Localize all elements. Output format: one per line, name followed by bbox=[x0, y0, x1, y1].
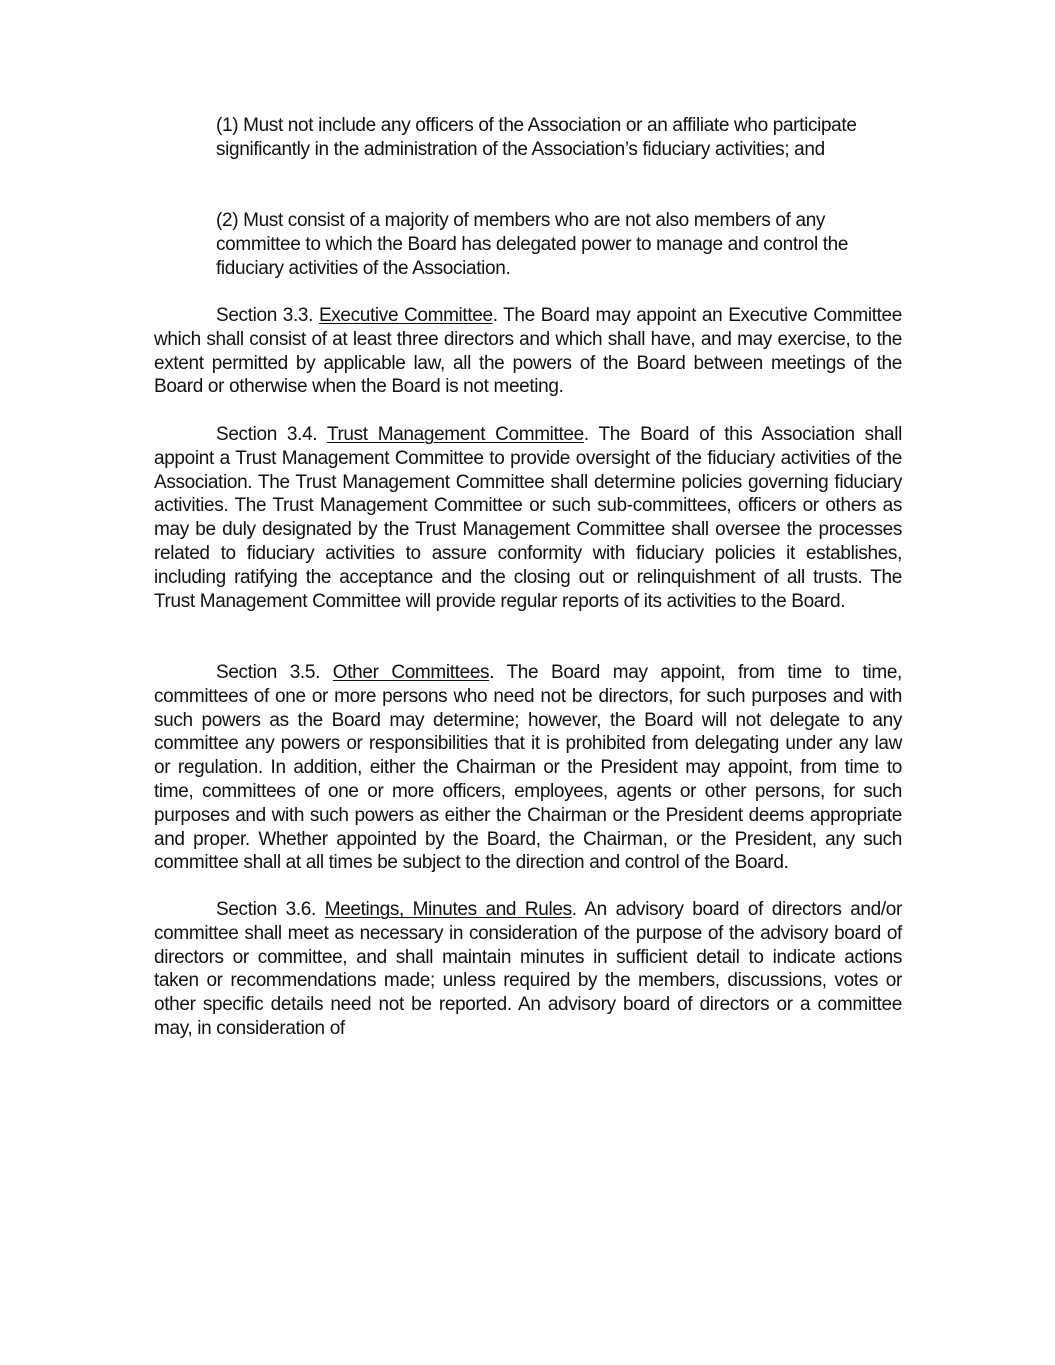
section-heading: Executive Committee bbox=[318, 305, 493, 326]
section-body: . The Board may appoint an Executive Committee which shall consist of at least three directors and which shall have, and may exercise, to the extent permitted by applicable law, all the powers of the Board between meetings of the Board or otherwise when the Board is not meeting. bbox=[154, 305, 902, 398]
list-item-text: (2) Must consist of a majority of members who are not also members of any committee to which the Board has delegated power to manage and control the fiduciary activities of the Association. bbox=[216, 210, 849, 279]
list-item-text: (1) Must not include any officers of the Association or an affiliate who participate significantly in the administration of the Association’s fiduciary activities; and bbox=[216, 115, 857, 160]
section-number: Section 3.5. bbox=[216, 662, 320, 683]
section-heading: Trust Management Committee bbox=[326, 424, 584, 445]
section-heading: Other Committees bbox=[332, 662, 490, 683]
list-item-2 bbox=[216, 209, 876, 281]
section-3-6-meetings-minutes-rules bbox=[154, 898, 902, 1041]
section-body: . The Board may appoint, from time to time, committees of one or more persons who need not be directors, for such purposes and with such powers as the Board may determine; however, the Board will not delegate to any committee any powers or responsibilities that it is prohibited from delegating under any law or regulation. In addition, either the Chairman or the President may appoint, from time to time, committees of one or more officers, employees, agents or other persons, for such purposes and with such powers as either the Chairman or the President deems appropriate and proper. Whether appointed by the Board, the Chairman, or the President, any such committee shall at all times be subject to the direction and control of the Board. bbox=[154, 662, 902, 874]
section-3-5-other-committees bbox=[154, 661, 902, 875]
section-body: . An advisory board of directors and/or committee shall meet as necessary in consideration of the purpose of the advisory board of directors or committee, and shall maintain minutes in sufficient detail to indicate actions taken or recommendations made; unless required by the members, discussions, votes or other specific details need not be reported. An advisory board of directors or a committee may, in consideration of bbox=[154, 899, 902, 1039]
section-body: . The Board of this Association shall appoint a Trust Management Committee to provide oversight of the fiduciary activities of the Association. The Trust Management Committee shall determine policies governing fiduciary activities. The Trust Management Committee or such sub-committees, officers or others as may be duly designated by the Trust Management Committee shall oversee the processes related to fiduciary activities to assure conformity with fiduciary policies it establishes, including ratifying the acceptance and the closing out or relinquishment of all trusts. The Trust Management Committee will provide regular reports of its activities to the Board. bbox=[154, 424, 903, 612]
section-3-3-executive-committee bbox=[154, 304, 902, 399]
section-number: Section 3.6. bbox=[216, 899, 316, 920]
section-number: Section 3.4. bbox=[216, 424, 318, 445]
section-number: Section 3.3. bbox=[216, 305, 314, 326]
list-item-1 bbox=[216, 114, 876, 162]
section-heading: Meetings, Minutes and Rules bbox=[324, 899, 572, 920]
section-3-4-trust-management-committee bbox=[154, 423, 902, 613]
